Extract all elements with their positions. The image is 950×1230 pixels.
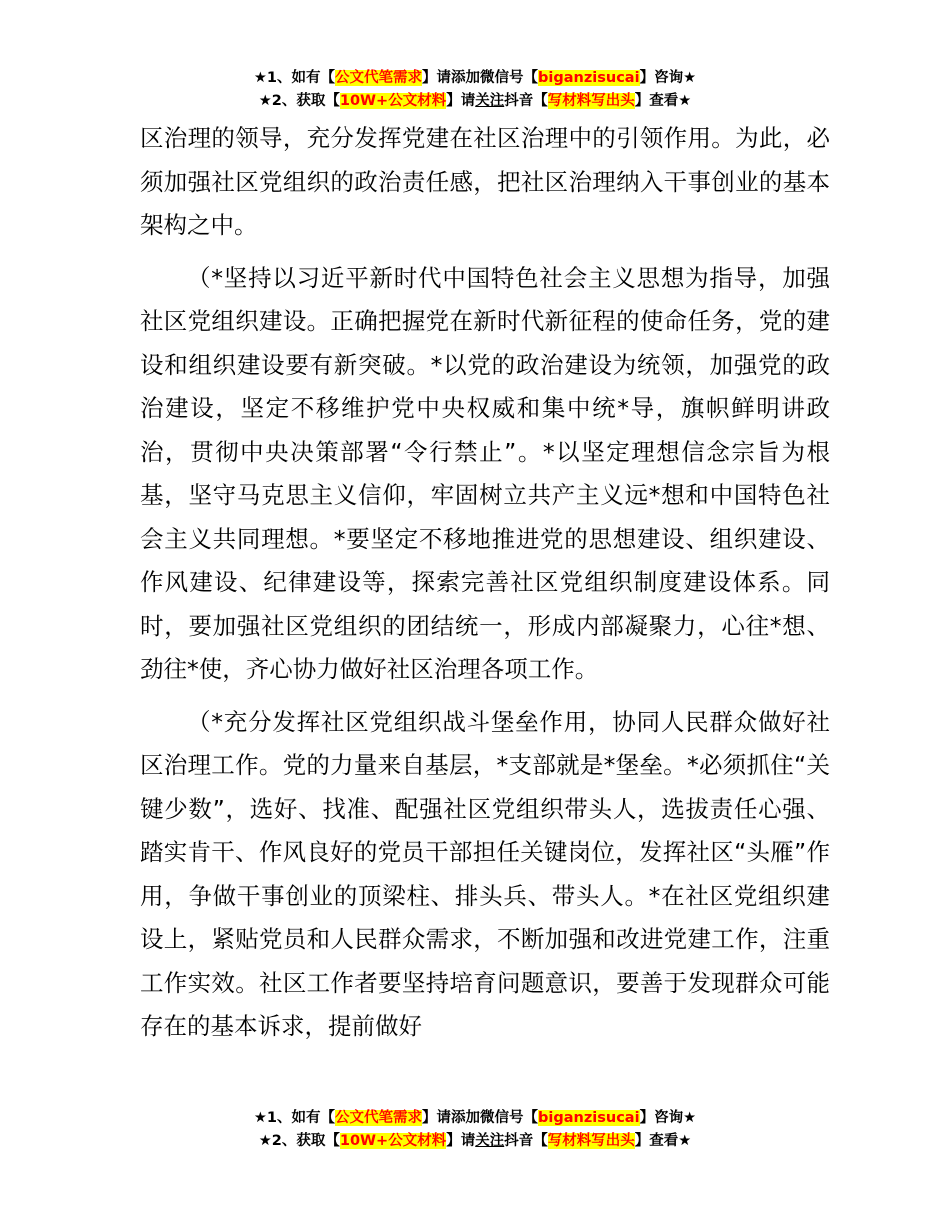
highlight-douyin-account: 写材料写出头 — [547, 93, 635, 109]
footer-line-2-prefix: ★2、获取【 — [258, 1133, 340, 1149]
footer-line-1 — [0, 1107, 950, 1130]
underlined-follow: 关注 — [475, 93, 505, 109]
footer-highlight-materials: 10W+公文材料 — [339, 1133, 447, 1149]
banner-line-2-mid-b: 抖音【 — [504, 93, 548, 109]
footer-line-1-prefix: ★1、如有【 — [253, 1110, 336, 1126]
banner-line-2-mid-a: 】请 — [446, 93, 476, 109]
paragraph-continuation: 区治理的领导，充分发挥党建在社区治理中的引领作用。为此，必须加强社区党组织的政治责任感，把社区治理纳入干事创业的基本架构之中。 — [140, 124, 830, 239]
footer-line-2-suffix: 】查看★ — [634, 1133, 692, 1149]
header-banner — [0, 67, 950, 113]
banner-line-2-suffix: 】查看★ — [634, 93, 692, 109]
footer-highlight-ghostwriting: 公文代笔需求 — [335, 1110, 423, 1126]
banner-line-2 — [0, 90, 950, 113]
banner-line-2-prefix: ★2、获取【 — [258, 93, 340, 109]
footer-banner — [0, 1107, 950, 1153]
footer-line-1-suffix: 】咨询★ — [639, 1110, 697, 1126]
footer-underlined-follow: 关注 — [475, 1133, 505, 1149]
paragraph-party-building: （*坚持以习近平新时代中国特色社会主义思想为指导，加强社区党组织建设。正确把握党在新时代新征程的使命任务，党的建设和组织建设要有新突破。*以党的政治建设为统领，加强党的政治建设，坚定不移维护党中央权威和集中统*导，旗帜鲜明讲政治，贯彻中央决策部署“令行禁止”。*以坚定理想信念宗旨为根基，坚守马克思主义信仰，牢固树立共产主义远*想和中国特色社会主义共同理想。*要坚定不移地推进党的思想建设、组织建设、作风建设、纪律建设等，探索完善社区党组织制度建设体系。同时，要加强社区党组织的团结统一，形成内部凝聚力，心往*想、劲往*使，齐心协力做好社区治理各项工作。 — [140, 263, 830, 683]
banner-line-1-suffix: 】咨询★ — [639, 70, 697, 86]
footer-line-1-mid: 】请添加微信号【 — [422, 1110, 539, 1126]
highlight-wechat-id: biganzisucai — [538, 70, 640, 86]
highlight-materials: 10W+公文材料 — [339, 93, 447, 109]
document-body — [140, 117, 830, 1049]
footer-line-2-mid-b: 抖音【 — [504, 1133, 548, 1149]
footer-line-2 — [0, 1130, 950, 1153]
paragraph-fighting-fortress: （*充分发挥社区党组织战斗堡垒作用，协同人民群众做好社区治理工作。党的力量来自基层，*支部就是*堡垒。*必须抓住“关键少数”，选好、找准、配强社区党组织带头人，选拔责任心强、踏实肯干、作风良好的党员干部担任关键岗位，发挥社区“头雁”作用，争做干事创业的顶梁柱、排头兵、带头人。*在社区党组织建设上，紧贴党员和人民群众需求，不断加强和改进党建工作，注重工作实效。社区工作者要坚持培育问题意识，要善于发现群众可能存在的基本诉求，提前做好 — [140, 707, 830, 1040]
highlight-ghostwriting: 公文代笔需求 — [335, 70, 423, 86]
footer-highlight-wechat-id: biganzisucai — [538, 1110, 640, 1126]
footer-line-2-mid-a: 】请 — [446, 1133, 476, 1149]
banner-line-1-mid: 】请添加微信号【 — [422, 70, 539, 86]
banner-line-1 — [0, 67, 950, 90]
banner-line-1-prefix: ★1、如有【 — [253, 70, 336, 86]
footer-highlight-douyin-account: 写材料写出头 — [547, 1133, 635, 1149]
